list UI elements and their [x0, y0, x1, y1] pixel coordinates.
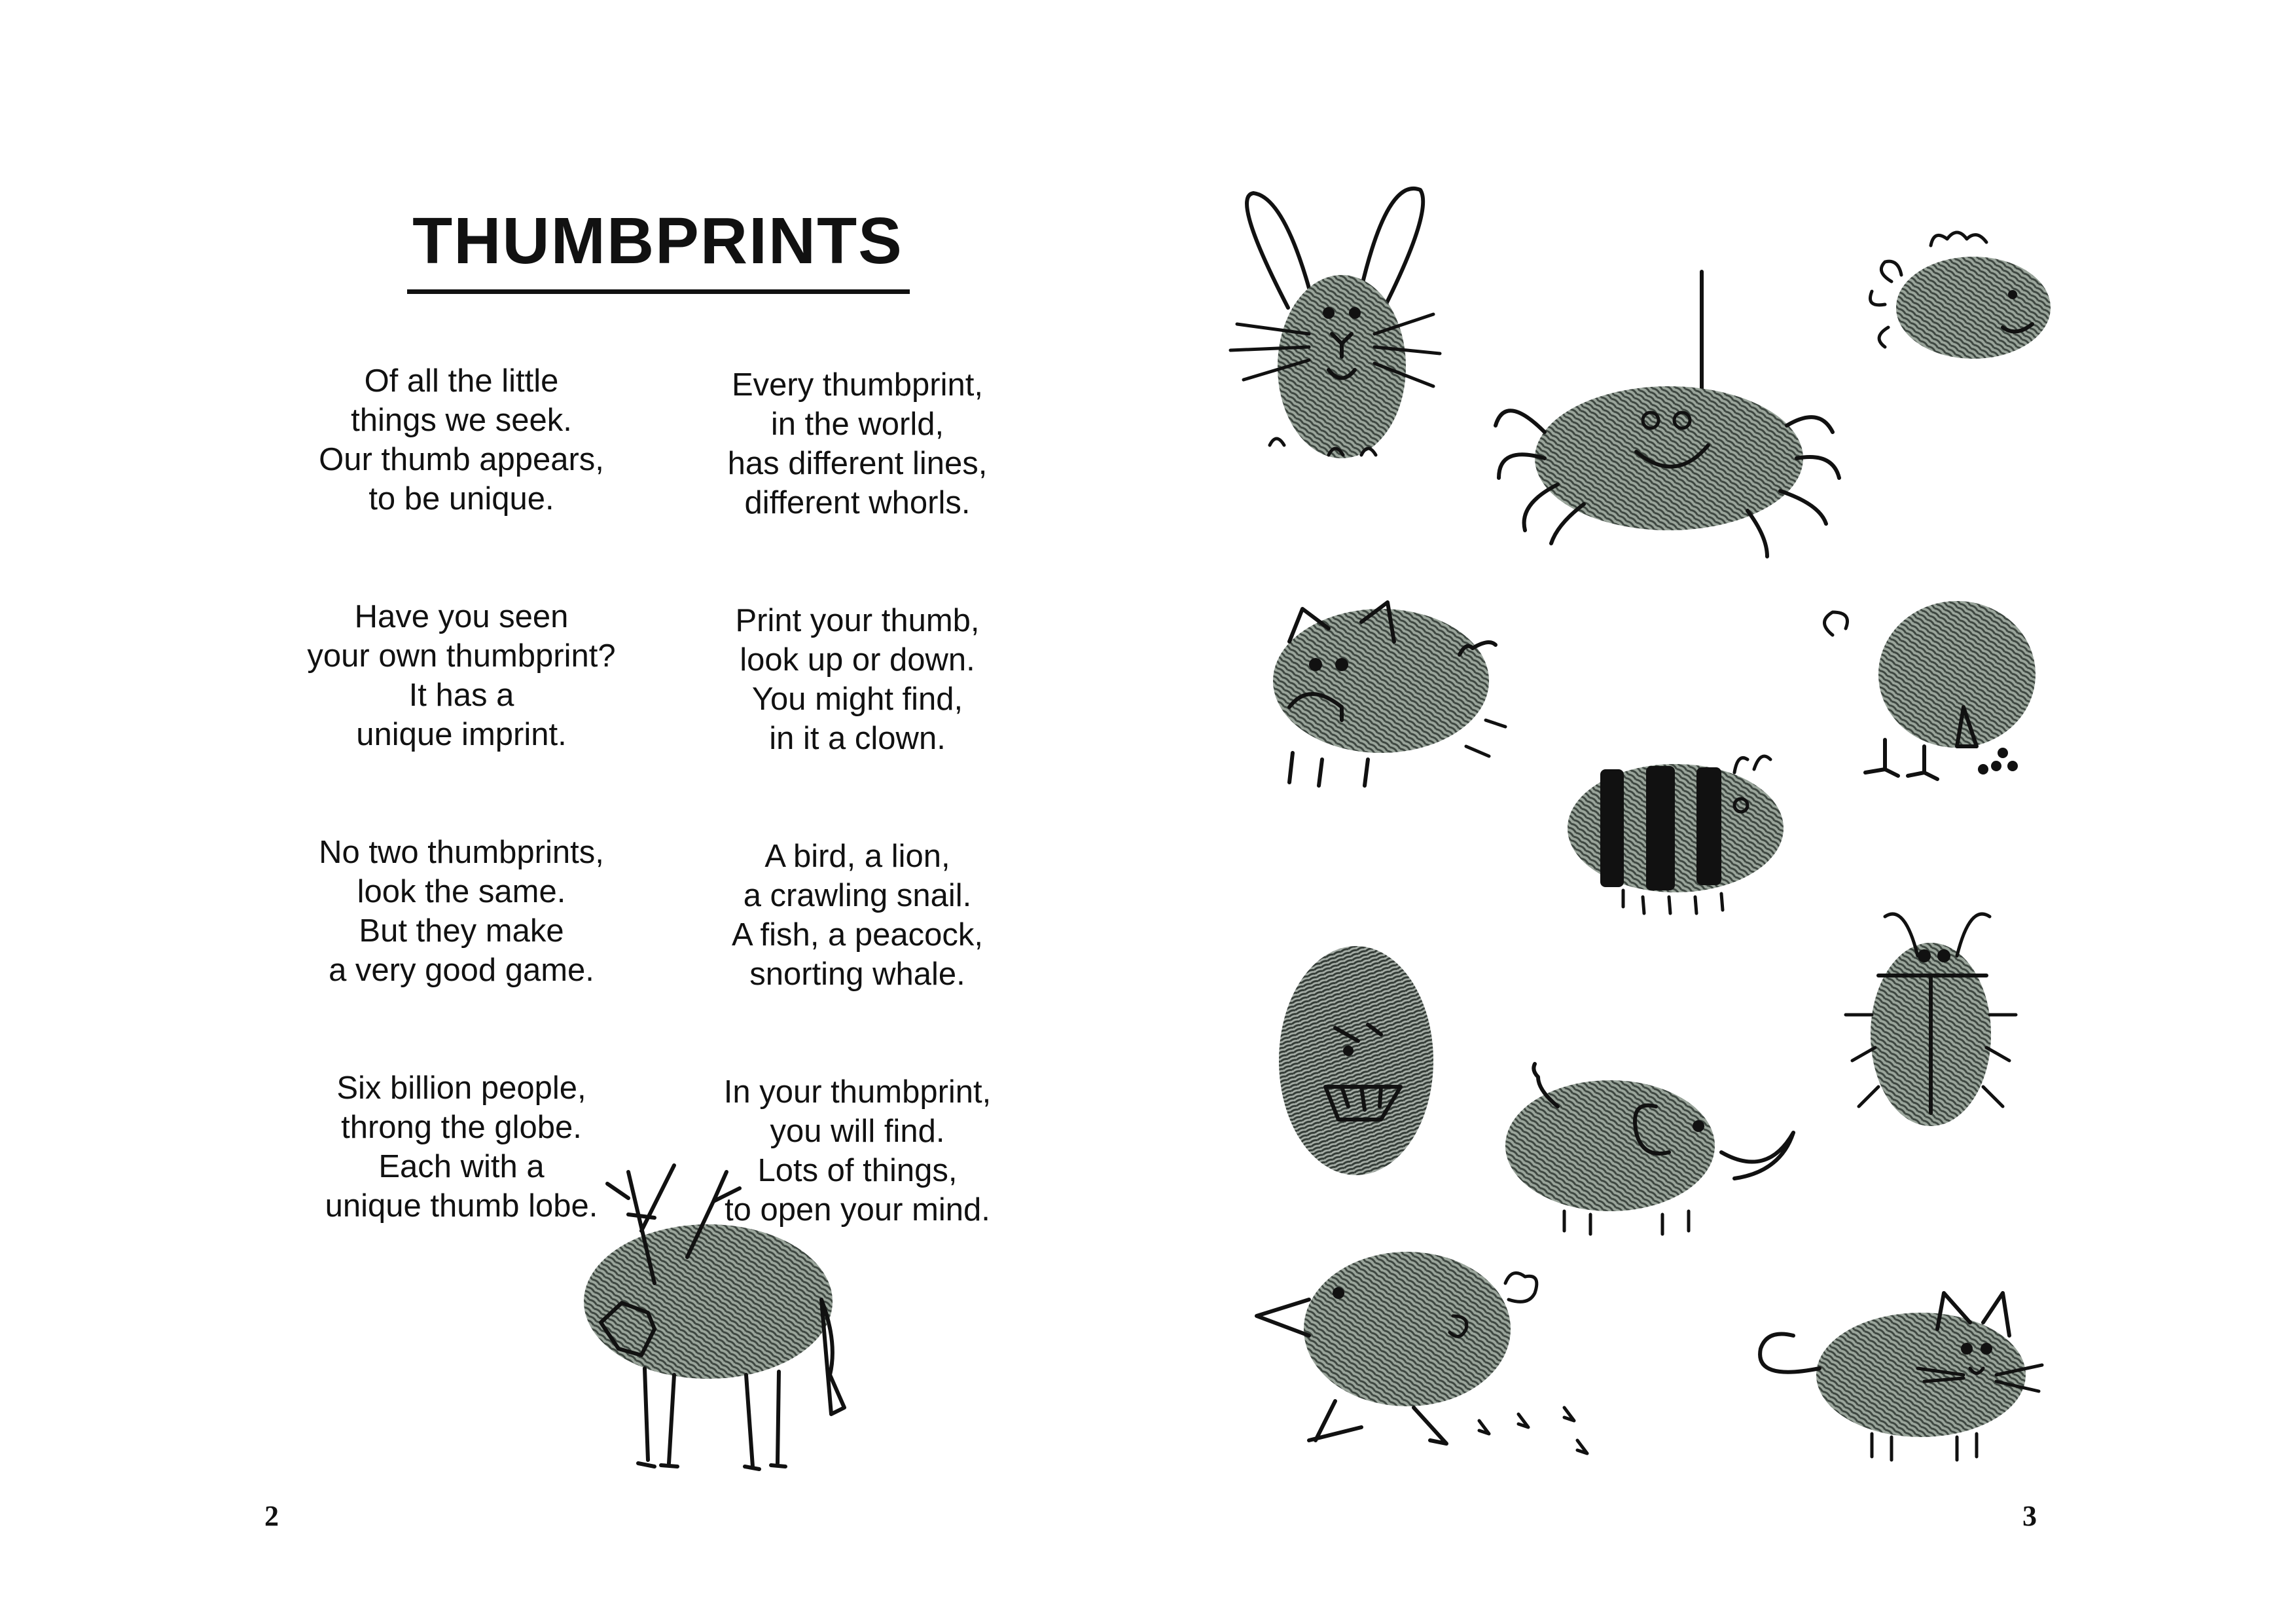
- bee-thumbprint-icon: [1568, 756, 1784, 913]
- chick-thumbprint-icon: [1257, 1252, 1587, 1453]
- poem-line: You might find,: [751, 682, 963, 717]
- poem-line: Lots of things,: [757, 1153, 958, 1188]
- rabbit-thumbprint-icon: [1230, 189, 1440, 458]
- poem-line: But they make: [359, 913, 564, 949]
- page-number-left: 2: [264, 1500, 279, 1532]
- poem-line: in it a clown.: [769, 721, 946, 756]
- pig-thumbprint-icon: [1273, 602, 1505, 786]
- poem-line: Six billion people,: [336, 1070, 586, 1106]
- poem-line: a very good game.: [329, 953, 594, 988]
- poem-line: Of all the little: [364, 363, 559, 399]
- poem-line: a crawling snail.: [743, 878, 972, 913]
- poem-line: unique thumb lobe.: [325, 1188, 598, 1224]
- poem-line: snorting whale.: [749, 957, 965, 992]
- poem-line: you will find.: [770, 1114, 945, 1149]
- bird-thumbprint-icon: [1825, 601, 2036, 779]
- beetle-thumbprint-icon: [1846, 914, 2016, 1126]
- poem-line: Print your thumb,: [735, 603, 980, 638]
- poem-line: your own thumbprint?: [307, 638, 616, 674]
- poem-line: in the world,: [770, 407, 944, 442]
- mouse-thumbprint-icon: [1760, 1293, 2042, 1460]
- poem-line: A bird, a lion,: [764, 839, 950, 874]
- poem-line: has different lines,: [727, 446, 988, 481]
- poem-line: to open your mind.: [725, 1192, 990, 1228]
- deer-thumbprint-icon: [584, 1165, 844, 1469]
- page-number-right: 3: [2022, 1500, 2037, 1532]
- elephant-thumbprint-icon: [1505, 1064, 1793, 1234]
- poem-title: THUMBPRINTS: [412, 204, 903, 278]
- spider-thumbprint-icon: [1496, 272, 1839, 556]
- poem-line: In your thumbprint,: [723, 1074, 992, 1110]
- poem-line: It has a: [408, 678, 514, 713]
- poem-line: Every thumbprint,: [732, 367, 983, 403]
- poem-line: to be unique.: [368, 481, 554, 517]
- poem-line: look up or down.: [740, 642, 975, 678]
- poem-line: No two thumbprints,: [319, 835, 604, 870]
- poem-line: A fish, a peacock,: [731, 917, 984, 953]
- poem-line: look the same.: [357, 874, 566, 909]
- face-thumbprint-icon: [1279, 946, 1433, 1175]
- poem-line: Have you seen: [354, 599, 569, 634]
- poem-line: Each with a: [378, 1149, 545, 1184]
- fish-thumbprint-icon: [1871, 232, 2051, 359]
- poem-line: unique imprint.: [356, 717, 567, 752]
- poem-line: different whorls.: [744, 485, 971, 520]
- poem-line: throng the globe.: [341, 1110, 582, 1145]
- poem-line: things we seek.: [351, 403, 572, 438]
- poem-line: Our thumb appears,: [319, 442, 604, 477]
